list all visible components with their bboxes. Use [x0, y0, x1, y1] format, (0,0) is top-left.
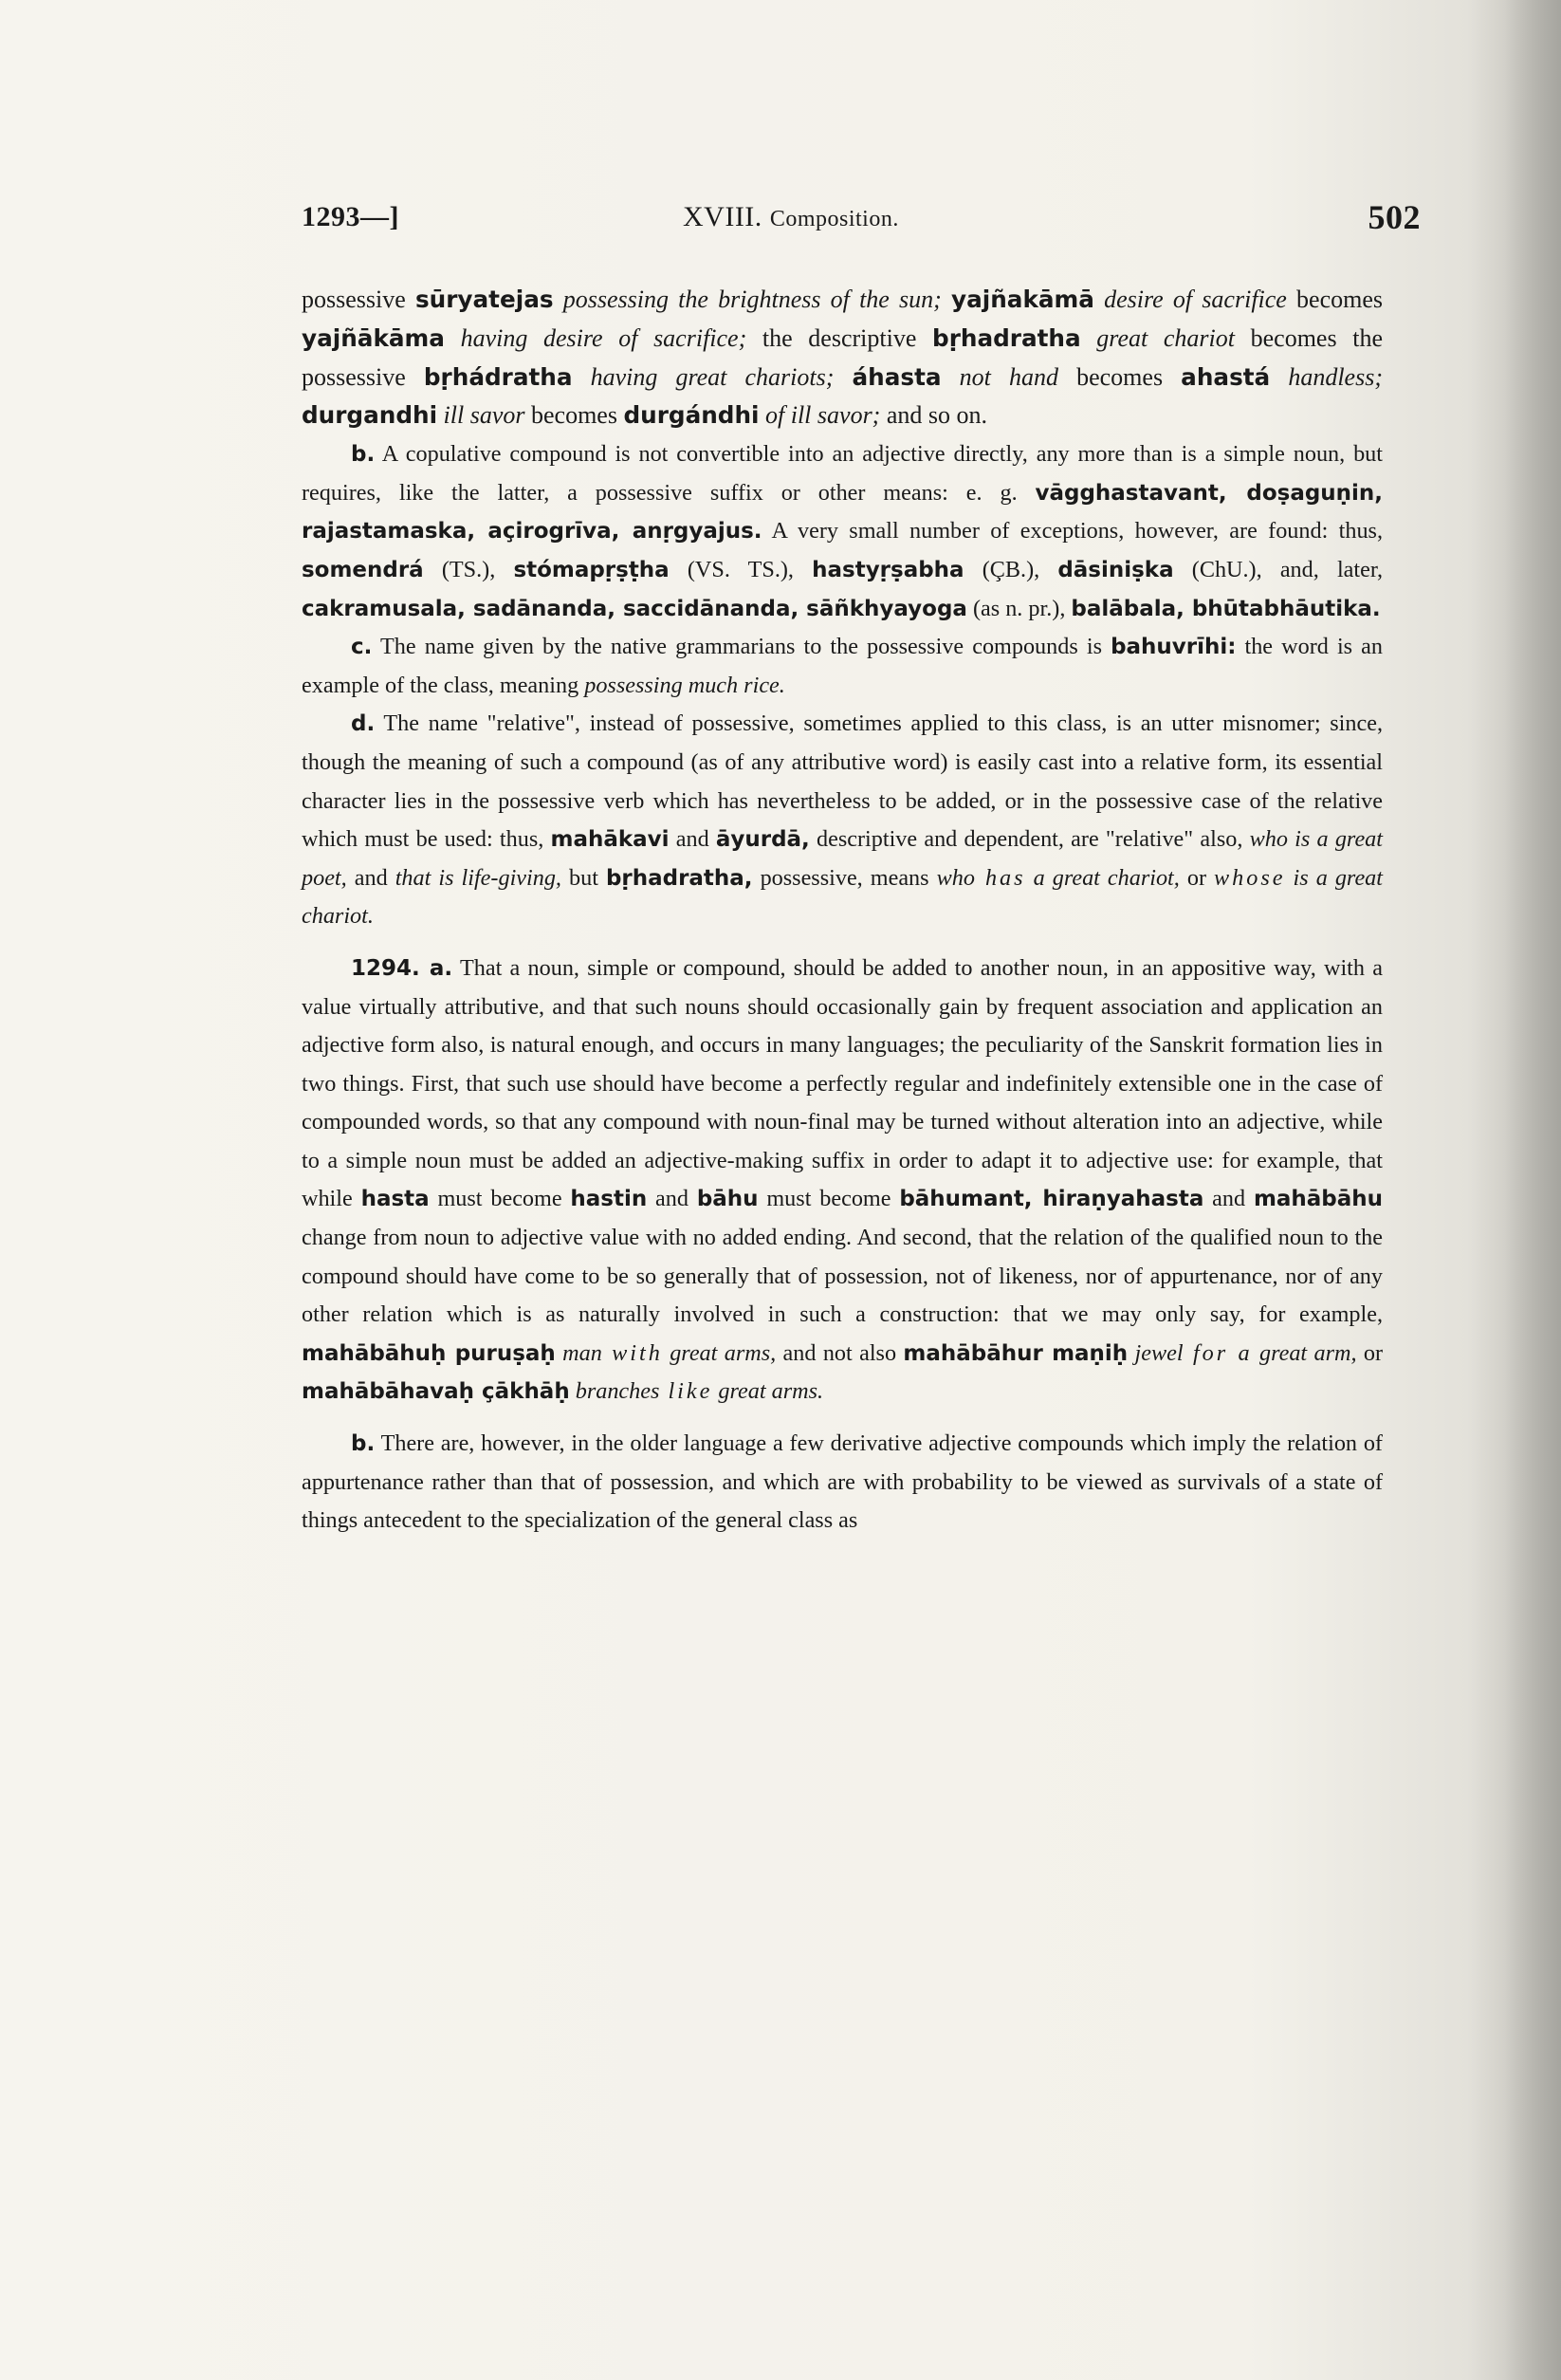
running-header	[302, 197, 1421, 243]
chapter-title-text: Composition.	[769, 207, 899, 231]
page-number: 502	[1368, 198, 1421, 236]
paragraph-b: b. A copulative compound is not convertible into an adjective directly, any more than is a simple noun, but requires, like the latter, a possessive suffix or other means: e. g. vāgghastavant, doṣaguṇin, rajastamaska, açirogrīva, anṛgyajus. A very small number of exceptions, however, are found: thus, somendrá (TS.), stómapṛṣṭha (VS. TS.), hastyṛṣabha (ÇB.), dāsiniṣka (ChU.), and, later, cakramusala, sadānanda, saccidānanda, sāñkhyayoga (as n. pr.), balābala, bhūtabhāutika.	[302, 441, 1384, 621]
paragraph-label: b.	[351, 442, 376, 468]
section-1294-a: 1294. a. That a noun, simple or compound, should be added to another noun, in an appositive way, with a value virtually attributive, and that such nouns should occasionally gain by frequent association and application an adjective form also, is natural enough, and occurs in many languages; the peculiarity of the Sanskrit formation lies in two things. First, that such use should have become a perfectly regular and indefinitely extensible one in the case of compounded words, so that any compound with noun-final may be turned without alteration into an adjective, while to a simple noun must be added an adjective-making suffix in order to adapt it to adjective use: for example, that while hasta must become hastin and bāhu must become bāhumant, hiraṇyahasta and mahābāhu change from noun to adjective value with no added ending. And second, that the relation of the qualified noun to the compound should have come to be so generally that of possession, not of likeness, nor of appurtenance, nor of any other relation which is as naturally involved in such a construction: that we may only say, for example, mahābāhuḥ puruṣaḥ man with great arms, and not also mahābāhur maṇiḥ jewel for a great arm, or mahābāhavaḥ çākhāḥ branches like great arms.	[302, 954, 1384, 1405]
paragraph-continued: possessive sūryatejas possessing the brightness of the sun; yajñakāmā desire of sacrifice becomes yajñākāma having desire of sacrifice; the descriptive bṛhadratha great chariot becomes the possessive bṛhádratha having great chariots; áhasta not hand becomes ahastá handless; durgandhi ill savor becomes durgándhi of ill savor; and so on.	[302, 286, 1384, 430]
section-number: 1293—]	[302, 201, 399, 232]
section-1294-b: b. There are, however, in the older language a few derivative adjective compounds which imply the relation of appurtenance rather than that of possession, and which are with probability to be viewed as survivals of a state of things antecedent to the specialization of the general class as	[302, 1430, 1383, 1534]
paragraph-c: c. The name given by the native grammarians to the possessive compounds is bahuvrīhi: the word is an example of the class, meaning possessing much rice.	[302, 634, 1383, 698]
paragraph-label: c.	[351, 635, 373, 660]
paragraph-label: b.	[351, 1431, 376, 1457]
chapter-title	[683, 201, 899, 233]
paragraph-label: a.	[419, 955, 453, 981]
chapter-roman: XVIII.	[683, 201, 762, 232]
paragraph-label: d.	[351, 711, 376, 737]
paragraph-d: d. The name "relative", instead of possessive, sometimes applied to this class, is an utter misnomer; since, though the meaning of such a compound (as of any attributive word) is easily cast into a relative form, its essential character lies in the possessive verb which has nevertheless to be added, or in the possessive case of the relative which must be used: thus, mahākavi and āyurdā, descriptive and dependent, are "relative" also, who is a great poet, and that is life-giving, but bṛhadratha, possessive, means who has a great chariot, or whose is a great chariot.	[302, 710, 1383, 930]
page-body	[302, 281, 1383, 1541]
section-number-1294: 1294.	[351, 955, 420, 981]
page-gutter-shadow	[1504, 0, 1561, 2380]
